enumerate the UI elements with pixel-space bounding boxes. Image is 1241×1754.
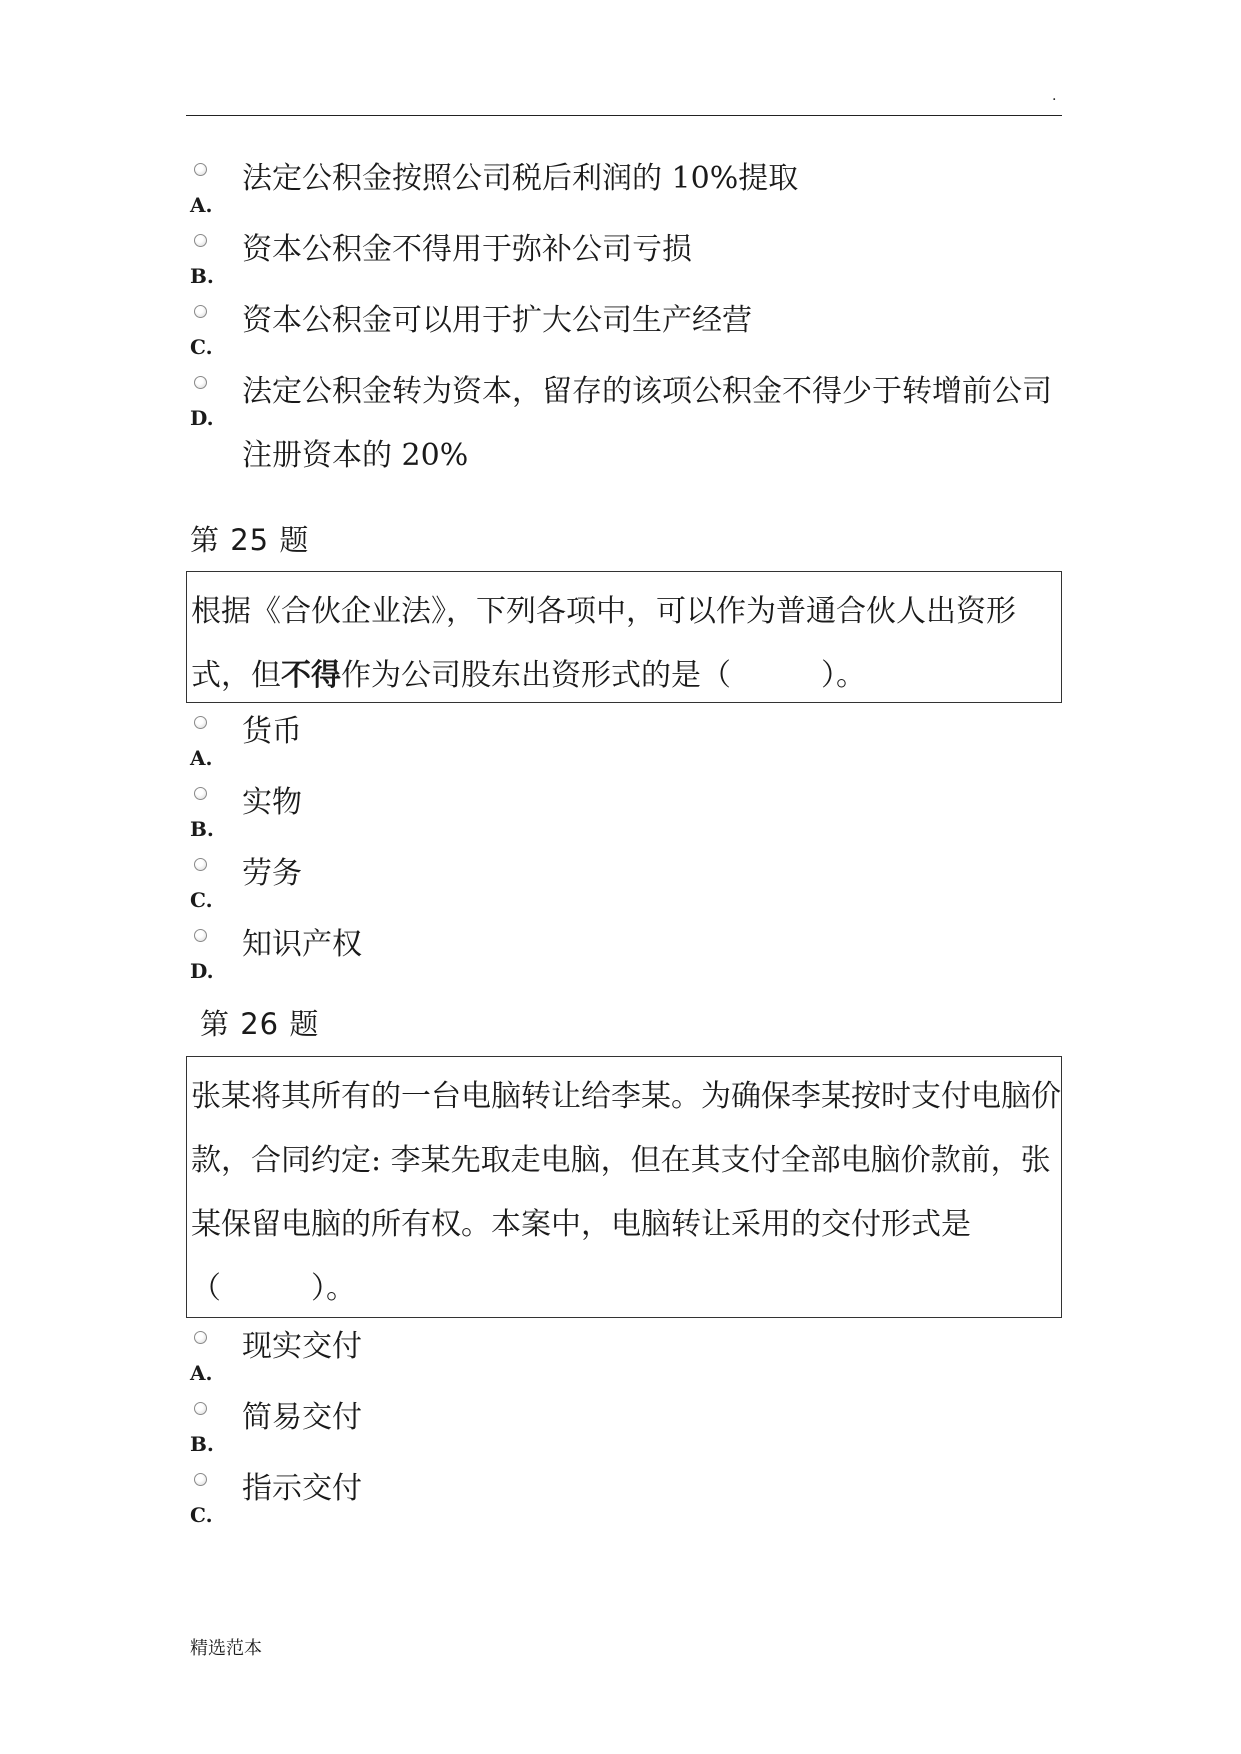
option-text: 劳务 xyxy=(242,856,302,891)
radio-button[interactable] xyxy=(194,1331,207,1344)
radio-button[interactable] xyxy=(194,1402,207,1415)
option-text: 货币 xyxy=(242,714,302,749)
question-stem: 张某将其所有的一台电脑转让给李某。为确保李某按时支付电脑价款，合同约定: 李某先取走电脑，但在其支付全部电脑价款前，张某保留电脑的所有权。本案中，电脑转让采用的交付形式是（ ）。 xyxy=(186,1056,1062,1318)
option-letter: C. xyxy=(190,1503,213,1527)
option-text: 实物 xyxy=(242,785,302,820)
option-text: 资本公积金可以用于扩大公司生产经营 xyxy=(242,303,752,338)
option-text: 法定公积金按照公司税后利润的 10%提取 xyxy=(242,161,799,196)
page-footer: 精选范本 xyxy=(190,1638,262,1659)
option-letter: A. xyxy=(190,1361,213,1385)
header-divider xyxy=(186,115,1062,116)
radio-button[interactable] xyxy=(194,858,207,871)
option-letter: B. xyxy=(190,264,214,288)
radio-button[interactable] xyxy=(194,1473,207,1486)
radio-button[interactable] xyxy=(194,163,207,176)
radio-button[interactable] xyxy=(194,929,207,942)
option-letter: B. xyxy=(190,1432,214,1456)
option-text: 资本公积金不得用于弥补公司亏损 xyxy=(242,232,692,267)
question-stem xyxy=(186,571,1062,703)
option-letter: D. xyxy=(190,959,214,983)
option-text: 知识产权 xyxy=(242,927,362,962)
radio-button[interactable] xyxy=(194,305,207,318)
option-letter: B. xyxy=(190,817,214,841)
option-text: 指示交付 xyxy=(242,1471,362,1506)
question-title: 第 25 题 xyxy=(190,523,310,557)
option-letter: C. xyxy=(190,888,213,912)
radio-button[interactable] xyxy=(194,376,207,389)
option-letter: D. xyxy=(190,406,214,430)
option-letter: A. xyxy=(190,193,213,217)
radio-button[interactable] xyxy=(194,716,207,729)
option-text: 法定公积金转为资本，留存的该项公积金不得少于转增前公司注册资本的 20% xyxy=(242,374,1052,473)
option-text: 简易交付 xyxy=(242,1400,362,1435)
stem-text: 作为公司股东出资形式的是（ ）。 xyxy=(341,658,866,693)
question-title: 第 26 题 xyxy=(200,1007,320,1041)
stem-text: 根据《合伙企业法》，下列各项中，可以作为普通合伙人出资形式，但 xyxy=(191,594,1016,693)
stem-emphasis: 不得 xyxy=(281,658,341,693)
option-text: 现实交付 xyxy=(242,1329,362,1364)
header-mark: . xyxy=(1052,88,1057,104)
radio-button[interactable] xyxy=(194,787,207,800)
option-letter: A. xyxy=(190,746,213,770)
radio-button[interactable] xyxy=(194,234,207,247)
option-letter: C. xyxy=(190,335,213,359)
